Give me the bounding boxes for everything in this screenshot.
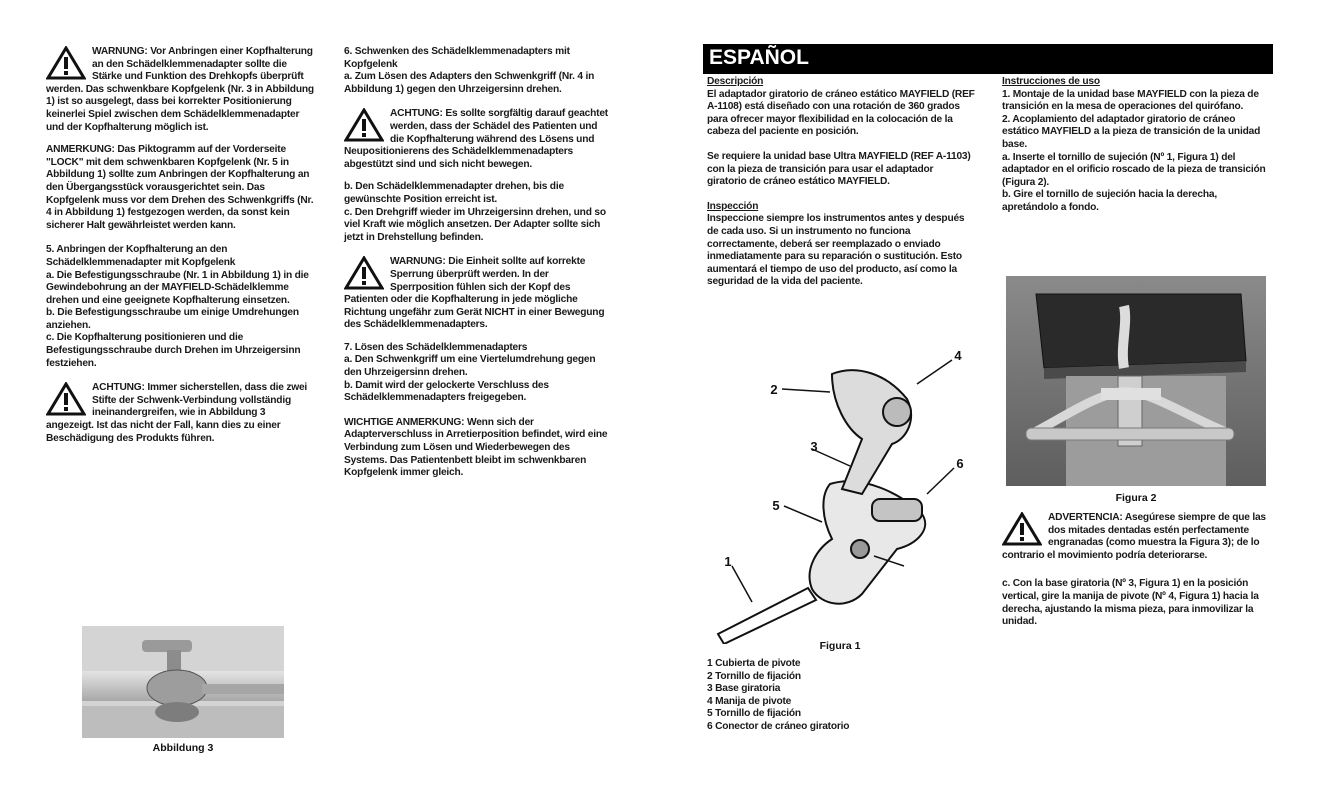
step-5-heading: 5. Anbringen der Kopfhalterung an den Schädelklemmenadapter mit Kopfgelenk: [46, 244, 236, 268]
instruction-2: 2. Acoplamiento del adaptador giratorio de cráneo estático MAYFIELD a la pieza de transición de la unidad base.: [1002, 113, 1261, 150]
figure-1-caption: Figura 1: [819, 640, 861, 652]
important-note-lead: WICHTIGE ANMERKUNG:: [344, 416, 465, 428]
left-column-2: [344, 46, 612, 492]
warning-block-4: [344, 256, 612, 332]
important-note-text: Wenn sich der Adapterverschluss in Arretierposition befindet, wird eine Verbindung zum Lösen und Wiederbewegen des Systems. Das Patientenbett bleibt im schwenkbaren Kopfgelenk immer gleich.: [344, 416, 608, 479]
description-p1: El adaptador giratorio de cráneo estático MAYFIELD (REF A-1108) está diseñado con una rotación de 360 grados para ofrecer mayor flexibilidad en la colocación de la cabeza del paciente en posición.: [707, 88, 975, 138]
step-5a: a. Die Befestigungsschraube (Nr. 1 in Abbildung 1) in die Gewindebohrung an der MAYFIELD-Schädelklemme drehen und eine geeignete Kopfhalterung einsetzen.: [46, 269, 309, 306]
warning-triangle-icon: [1002, 512, 1042, 546]
legend-item-6: 6 Conector de cráneo giratorio: [707, 720, 850, 732]
warning-triangle-icon: [344, 108, 384, 142]
step-6-heading: 6. Schwenken des Schädelklemmenadapters mit Kopfgelenk: [344, 46, 570, 70]
figure-1-callout: 5: [772, 498, 780, 513]
step-6bc-block: [344, 181, 612, 244]
legend-item-3: 3 Base giratoria: [707, 683, 781, 695]
figure-2-photo: [1006, 276, 1266, 486]
figure-1-legend: [707, 658, 967, 734]
figure-2-caption: Figura 2: [1115, 492, 1157, 504]
instruction-1: 1. Montaje de la unidad base MAYFIELD con la pieza de transición en la mesa de operaciones del quirófano.: [1002, 88, 1259, 113]
step-5-block: [46, 244, 314, 370]
figure-1-callout: 6: [956, 456, 964, 471]
important-note: [344, 417, 612, 480]
note-1-lead: ANMERKUNG:: [46, 144, 115, 156]
figure-1-callout: 4: [954, 348, 962, 363]
swivel-joint-illustration: [82, 626, 284, 738]
warning-1-text: Vor Anbringen einer Kopfhalterung an den Schädelklemmenadapter sollte die Stärke und Funktion des Drehkopfs überprüft werden. Das schwenkbare Kopfgelenk (Nr. 3 in Abbildung 1) ist so ausgelegt, dass bei korrekter Positionierung keinerlei Spiel zwischen dem Schädelklemmenadapter und der Kopfhalterung möglich ist.: [46, 46, 314, 133]
section-title: ESPAÑOL: [709, 46, 809, 69]
step-5b: b. Die Befestigungsschraube um einige Umdrehungen anziehen.: [46, 307, 299, 331]
legend-item-1: 1 Cubierta de pivote: [707, 658, 801, 669]
figure-1-drawing: [712, 344, 980, 644]
step-6b: b. Den Schädelklemmenadapter drehen, bis die gewünschte Position erreicht ist.: [344, 181, 564, 205]
note-block-1: [46, 144, 314, 232]
description-p2: Se requiere la unidad base Ultra MAYFIELD (REF A-1103) con la pieza de transición para usar el adaptador giratorio de cráneo estático MAYFIELD.: [707, 150, 971, 188]
warning-3-text: Es sollte sorgfältig darauf geachtet werden, dass der Schädel des Patienten und die Kopfhalterung während des Lösens und Neupositionierens des Schädelklemmenadapters abgestützt sind und sich nicht bewegen.: [344, 108, 609, 170]
adapter-body-shape: [810, 370, 926, 604]
rod-shape: [718, 588, 816, 644]
figure-3-caption: Abbildung 3: [152, 742, 214, 754]
note-1-text: Das Piktogramm auf der Vorderseite "LOCK" mit dem schwenkbaren Kopfgelenk (Nr. 5 in Abbildung 1) sollte zum Anbringen der Kopfhalterung an den Übergangsstück vorausgerichtet sein. Das Kopfgelenk muss vor dem Drehen des Schwenkgriffs (Nr. 4 in Abbildung 1) festgezogen werden, da sonst kein sicherer Halt gewährleistet werden kann.: [46, 144, 314, 231]
step-6-block: [344, 46, 612, 96]
instruction-2b: b. Gire el tornillo de sujeción hacia la derecha, apretándolo a fondo.: [1002, 189, 1217, 213]
right-column-2-lower: [1002, 512, 1270, 641]
figure-1-callout: 1: [724, 554, 732, 569]
right-column-2: [1002, 76, 1270, 227]
section-header-bar: [703, 44, 1273, 74]
inspection-text: Inspeccione siempre los instrumentos antes y después de cada uso. Si un instrumento no funciona correctamente, deberá ser reemplazado o enviado inmediatamente para su reparación o sustitución. Esto aumentará el tiempo de uso del producto, así como la seguridad de la vida del paciente.: [707, 213, 965, 288]
warning-4-lead: WARNUNG:: [390, 256, 446, 268]
inspection-heading: Inspección: [707, 200, 759, 212]
step-7-block: [344, 342, 612, 405]
legend-item-4: 4 Manija de pivote: [707, 695, 792, 707]
step-5c: c. Die Kopfhalterung positionieren und die Befestigungsschraube durch Drehen im Uhrzeigersinn festziehen.: [46, 332, 301, 369]
step-6c: c. Den Drehgriff wieder im Uhrzeigersinn drehen, und so viel Kraft wie möglich ansetzen. Der Adapter sollte sich jetzt in Drehstellung befinden.: [344, 206, 606, 243]
warning-3-lead: ACHTUNG:: [390, 108, 443, 120]
base-unit-illustration: [1006, 276, 1266, 486]
warning-block-2: [46, 382, 314, 445]
instruction-2a: a. Inserte el tornillo de sujeción (Nº 1, Figura 1) del adaptador en el orificio roscado de la pieza de transición (Figura 2).: [1002, 151, 1266, 188]
legend-item-2: 2 Tornillo de fijación: [707, 670, 801, 682]
figure-1-callout: 3: [810, 439, 818, 454]
left-column-1: [46, 46, 314, 455]
warning-triangle-icon: [46, 46, 86, 80]
warning-block-3: [344, 108, 612, 171]
adapter-exploded-drawing: [712, 344, 980, 644]
warning-es-text: Asegúrese siempre de que las dos mitades dentadas estén perfectamente engranadas (como muestra la Figura 3); de lo contrario el movimiento podría deteriorarse.: [1002, 512, 1266, 561]
warning-4-text: Die Einheit sollte auf korrekte Sperrung überprüft werden. In der Sperrposition fühlen sich der Kopf des Patienten oder die Kopfhalterung in jede mögliche Richtung ungefähr zum Gerät NICHT in einer Bewegung des Schädelklemmenadapters.: [344, 256, 605, 331]
description-heading: Descripción: [707, 76, 764, 87]
warning-triangle-icon: [46, 382, 86, 416]
inspection-block: [707, 201, 975, 289]
step-7a: a. Den Schwenkgriff um eine Viertelumdrehung gegen den Uhrzeigersinn drehen.: [344, 354, 596, 379]
warning-block-1: [46, 46, 314, 134]
instructions-heading: Instrucciones de uso: [1002, 76, 1100, 87]
warning-2-lead: ACHTUNG:: [92, 382, 145, 394]
right-column-1: [707, 76, 975, 301]
warning-1-lead: WARNUNG:: [92, 46, 148, 57]
step-6a: a. Zum Lösen des Adapters den Schwenkgriff (Nr. 4 in Abbildung 1) gegen den Uhrzeigersinn drehen.: [344, 71, 595, 95]
step-7-heading: 7. Lösen des Schädelklemmenadapters: [344, 341, 528, 353]
instructions-block: [1002, 76, 1270, 215]
legend-item-5: 5 Tornillo de fijación: [707, 708, 801, 720]
warning-block-es: [1002, 512, 1270, 562]
warning-2-text: Immer sicherstellen, dass die zwei Stifte der Schwenk-Verbindung vollständig ineinandergreifen, wie in Abbildung 3 angezeigt. Ist das nicht der Fall, kann dies zu einer Beschädigung des Produkts führen.: [46, 382, 308, 444]
figure-3-photo: [82, 626, 284, 738]
step-7b: b. Damit wird der gelockerte Verschluss des Schädelklemmenadapters freigegeben.: [344, 379, 549, 404]
warning-triangle-icon: [344, 256, 384, 290]
step-c: c. Con la base giratoria (Nº 3, Figura 1) en la posición vertical, gire la manija de pivote (Nº 4, Figura 1) hacia la derecha, ajustando la misma pieza, para inmovilizar la unidad.: [1002, 578, 1259, 628]
warning-es-lead: ADVERTENCIA:: [1048, 512, 1123, 523]
description-block: [707, 76, 975, 139]
figure-1-callout: 2: [770, 382, 778, 397]
